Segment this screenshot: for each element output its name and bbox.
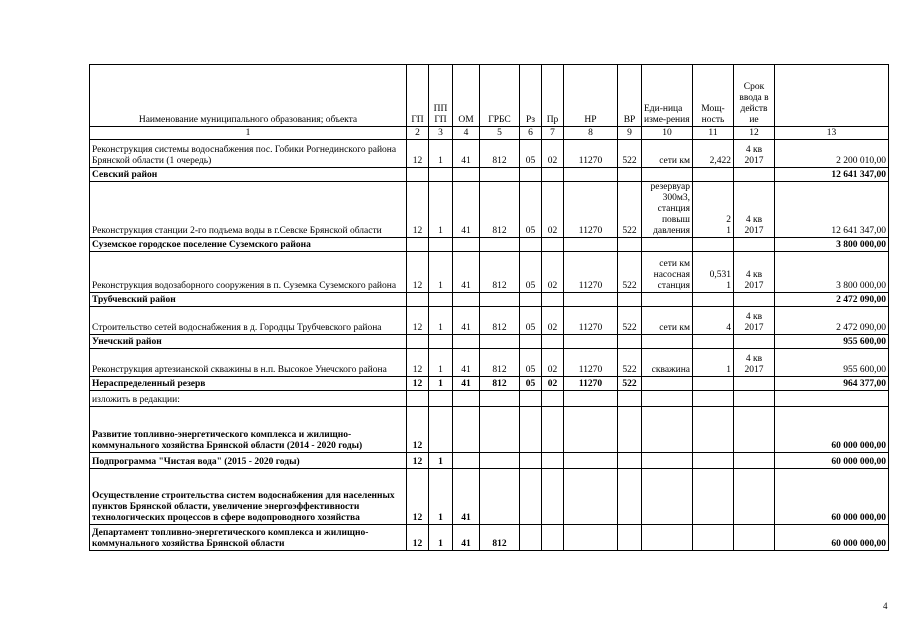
col-number: 6 (520, 127, 542, 140)
cell-rz: 05 (520, 307, 542, 335)
cell-rz: 05 (520, 182, 542, 238)
row-name: Реконструкция станции 2-го подъема воды в г.Севске Брянской области (90, 182, 407, 238)
row-name: Осуществление строительства систем водоснабжения для населенных пунктов Брянской области, увеличение энергоэффективности технологических процессов в сфере водопроводного хозяйства (90, 469, 407, 525)
cell-pr: 02 (542, 182, 564, 238)
cell-gp: 12 (407, 525, 429, 551)
cell-vr: 522 (618, 140, 642, 168)
row-name: Севский район (90, 168, 407, 182)
cell-grbs: 812 (480, 377, 520, 391)
column-number-row (90, 127, 889, 140)
power-value: 1 (726, 281, 731, 291)
cell-term: 4 кв 2017 (734, 307, 775, 335)
cell-amount: 955 600,00 (775, 335, 889, 349)
power-value: 1 (726, 226, 731, 236)
page-number: 4 (883, 601, 888, 611)
col-number: 7 (542, 127, 564, 140)
cell-unit: сети км насосная станция (642, 252, 693, 293)
cell-gp: 12 (407, 377, 429, 391)
cell-unit: резервуар 300м3, станция повыш давления (642, 182, 693, 238)
cell-vr: 522 (618, 377, 642, 391)
header-nr: НР (564, 65, 618, 127)
cell-term: 4 кв 2017 (734, 140, 775, 168)
table-row (90, 252, 889, 293)
table-row-instruction (90, 391, 889, 407)
cell-ppgp: 1 (429, 307, 453, 335)
cell-gp: 12 (407, 407, 429, 453)
cell-amount: 60 000 000,00 (775, 453, 889, 469)
cell-amount: 12 641 347,00 (775, 182, 889, 238)
table-row-section (90, 168, 889, 182)
col-number: 8 (564, 127, 618, 140)
cell-grbs: 812 (480, 307, 520, 335)
header-unit: Еди-ница изме-рения (642, 65, 693, 127)
table-row-department (90, 525, 889, 551)
cell-amount: 3 800 000,00 (775, 238, 889, 252)
cell-amount: 2 472 090,00 (775, 307, 889, 335)
cell-ppgp: 1 (429, 252, 453, 293)
table-row (90, 307, 889, 335)
cell-term: 4 кв 2017 (734, 252, 775, 293)
table-row-subprogram (90, 453, 889, 469)
col-number: 2 (407, 127, 429, 140)
cell-term: 4 кв 2017 (734, 182, 775, 238)
cell-ppgp: 1 (429, 469, 453, 525)
table-row-section (90, 335, 889, 349)
cell-amount: 2 472 090,00 (775, 293, 889, 307)
col-number: 12 (734, 127, 775, 140)
cell-grbs: 812 (480, 140, 520, 168)
cell-om: 41 (453, 349, 480, 377)
cell-om: 41 (453, 469, 480, 525)
cell-nr: 11270 (564, 377, 618, 391)
cell-om: 41 (453, 377, 480, 391)
row-name: Нераспределенный резерв (90, 377, 407, 391)
cell-pr: 02 (542, 307, 564, 335)
header-gp: ГП (407, 65, 429, 127)
row-name: Реконструкция системы водоснабжения пос. Гобики Рогнединского района Брянской области (1 очередь) (90, 140, 407, 168)
cell-om: 41 (453, 252, 480, 293)
header-ppgp: ПП ГП (429, 65, 453, 127)
cell-rz: 05 (520, 349, 542, 377)
cell-grbs: 812 (480, 182, 520, 238)
row-name: Унечский район (90, 335, 407, 349)
cell-amount: 955 600,00 (775, 349, 889, 377)
budget-table (89, 64, 889, 551)
table-row-reserve (90, 377, 889, 391)
cell-om: 41 (453, 307, 480, 335)
col-number: 11 (693, 127, 734, 140)
cell-gp: 12 (407, 469, 429, 525)
cell-unit: скважина (642, 349, 693, 377)
cell-term: 4 кв 2017 (734, 349, 775, 377)
cell-power: 1 (693, 349, 734, 377)
cell-gp: 12 (407, 252, 429, 293)
cell-amount: 964 377,00 (775, 377, 889, 391)
power-value: 2 (726, 215, 731, 225)
col-number: 5 (480, 127, 520, 140)
table-row (90, 182, 889, 238)
cell-ppgp: 1 (429, 140, 453, 168)
cell-gp: 12 (407, 140, 429, 168)
cell-amount: 60 000 000,00 (775, 407, 889, 453)
row-name: Подпрограмма "Чистая вода" (2015 - 2020 годы) (90, 453, 407, 469)
cell-pr: 02 (542, 140, 564, 168)
cell-vr: 522 (618, 182, 642, 238)
table-row (90, 349, 889, 377)
cell-om: 41 (453, 525, 480, 551)
cell-gp: 12 (407, 307, 429, 335)
header-row (90, 65, 889, 127)
header-power: Мощ-ность (693, 65, 734, 127)
col-number: 4 (453, 127, 480, 140)
cell-ppgp: 1 (429, 453, 453, 469)
header-pr: Пр (542, 65, 564, 127)
row-name: Реконструкция артезианской скважины в н.п. Высокое Унечского района (90, 349, 407, 377)
header-grbs: ГРБС (480, 65, 520, 127)
cell-vr: 522 (618, 349, 642, 377)
cell-ppgp: 1 (429, 377, 453, 391)
header-om: ОМ (453, 65, 480, 127)
row-name: Развитие топливно-энергетического комплекса и жилищно-коммунального хозяйства Брянской области (2014 - 2020 годы) (90, 407, 407, 453)
cell-gp: 12 (407, 349, 429, 377)
cell-om: 41 (453, 140, 480, 168)
cell-gp: 12 (407, 453, 429, 469)
row-name: Строительство сетей водоснабжения в д. Городцы Трубчевского района (90, 307, 407, 335)
row-name: изложить в редакции: (90, 391, 407, 407)
cell-nr: 11270 (564, 307, 618, 335)
power-value: 0,531 (709, 270, 731, 280)
row-name: Департамент топливно-энергетического комплекса и жилищно-коммунального хозяйства Брянской области (90, 525, 407, 551)
cell-rz: 05 (520, 252, 542, 293)
cell-rz: 05 (520, 140, 542, 168)
cell-pr: 02 (542, 252, 564, 293)
header-amount (775, 65, 889, 127)
header-term: Срок ввода в действ ие (734, 65, 775, 127)
col-number: 10 (642, 127, 693, 140)
header-rz: Рз (520, 65, 542, 127)
cell-nr: 11270 (564, 252, 618, 293)
cell-amount: 60 000 000,00 (775, 525, 889, 551)
cell-unit: сети км (642, 140, 693, 168)
col-number: 13 (775, 127, 889, 140)
header-vr: ВР (618, 65, 642, 127)
table-row-program (90, 407, 889, 453)
table-row-activity (90, 469, 889, 525)
cell-nr: 11270 (564, 140, 618, 168)
cell-nr: 11270 (564, 349, 618, 377)
table-row-section (90, 293, 889, 307)
row-name: Трубчевский район (90, 293, 407, 307)
cell-grbs: 812 (480, 252, 520, 293)
cell-vr: 522 (618, 307, 642, 335)
cell-amount: 60 000 000,00 (775, 469, 889, 525)
cell-pr: 02 (542, 349, 564, 377)
cell-amount: 12 641 347,00 (775, 168, 889, 182)
cell-ppgp: 1 (429, 525, 453, 551)
table-row-section (90, 238, 889, 252)
cell-power (693, 252, 734, 293)
cell-rz: 05 (520, 377, 542, 391)
cell-gp: 12 (407, 182, 429, 238)
cell-pr: 02 (542, 377, 564, 391)
cell-power: 4 (693, 307, 734, 335)
cell-unit: сети км (642, 307, 693, 335)
cell-power (693, 182, 734, 238)
col-number: 9 (618, 127, 642, 140)
cell-ppgp: 1 (429, 349, 453, 377)
cell-vr: 522 (618, 252, 642, 293)
cell-power: 2,422 (693, 140, 734, 168)
col-number: 1 (90, 127, 407, 140)
cell-grbs: 812 (480, 525, 520, 551)
cell-grbs: 812 (480, 349, 520, 377)
cell-nr: 11270 (564, 182, 618, 238)
cell-ppgp: 1 (429, 182, 453, 238)
row-name: Суземское городское поселение Суземского района (90, 238, 407, 252)
header-name: Наименование муниципального образования; объекта (90, 65, 407, 127)
cell-amount: 2 200 010,00 (775, 140, 889, 168)
col-number: 3 (429, 127, 453, 140)
table-row (90, 140, 889, 168)
cell-om: 41 (453, 182, 480, 238)
cell-amount: 3 800 000,00 (775, 252, 889, 293)
row-name: Реконструкция водозаборного сооружения в п. Суземка Суземского района (90, 252, 407, 293)
